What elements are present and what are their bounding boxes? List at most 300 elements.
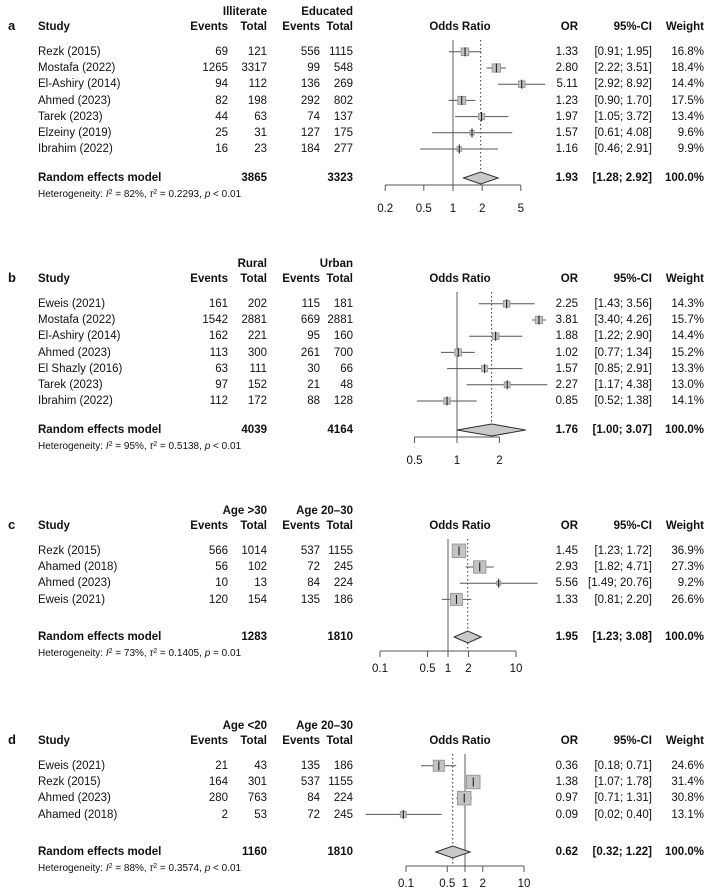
events-group2: 95 [307, 330, 320, 343]
events-group2: 72 [307, 808, 320, 821]
summary-or-value: 1.76 [555, 424, 578, 436]
axis-tick-label: 0.1 [372, 663, 388, 675]
ci-value: [1.17; 4.38] [594, 379, 652, 391]
events-group1: 113 [209, 346, 228, 359]
ci-value: [3.40; 4.26] [594, 314, 652, 327]
superscript-2: 2 [108, 440, 113, 448]
het-prefix: Heterogeneity: [38, 189, 106, 200]
study-name: Ibrahim (2022) [38, 395, 113, 408]
tau-squared-value: = 0.1405, [157, 648, 205, 659]
events-group1: 1265 [202, 62, 228, 75]
or-value: 1.02 [555, 346, 578, 359]
summary-weight-value: 100.0% [664, 172, 704, 184]
ci-value: [0.52; 1.38] [594, 395, 652, 408]
events-group1: 120 [208, 593, 228, 606]
plot-title: Odds Ratio [429, 273, 491, 285]
summary-label: Random effects model [38, 631, 162, 643]
events2-column-header: Events [282, 520, 320, 532]
events-group2: 72 [307, 561, 320, 574]
i-squared-value: = 82%, [112, 189, 150, 200]
tau-squared-symbol: τ [149, 648, 154, 659]
summary-ci-value: [1.00; 3.07] [592, 424, 652, 436]
i-squared-value: = 73%, [112, 648, 150, 659]
or-value: 2.93 [555, 561, 578, 574]
summary-label: Random effects model [38, 172, 162, 184]
total-group2: 224 [333, 577, 353, 590]
study-name: Eweis (2021) [38, 593, 106, 606]
total2-column-header: Total [326, 735, 353, 747]
events-group1: 162 [208, 330, 228, 343]
or-value: 0.09 [555, 808, 578, 821]
forest-plot [365, 6, 555, 221]
weight-value: 9.9% [677, 143, 704, 156]
events1-column-header: Events [190, 735, 228, 747]
weight-value: 13.1% [671, 808, 704, 821]
heterogeneity-text [38, 189, 241, 202]
tau-squared-symbol: τ [149, 441, 154, 452]
total-group2: 245 [333, 561, 353, 574]
events-group2: 556 [300, 46, 320, 58]
events-group1: 1542 [202, 314, 228, 327]
group2-header: Age 20–30 [296, 720, 353, 732]
p-value: = 0.01 [210, 648, 242, 659]
events1-column-header: Events [190, 273, 228, 285]
study-name: Tarek (2023) [38, 379, 103, 391]
or-value: 2.80 [555, 62, 578, 75]
axis-tick-label: 0.1 [398, 878, 414, 890]
i-squared-symbol: I [105, 441, 109, 452]
events-group1: 16 [215, 143, 228, 156]
ci-value: [1.23; 1.72] [594, 545, 652, 557]
events-group1: 97 [215, 379, 228, 391]
het-prefix: Heterogeneity: [38, 441, 106, 452]
total-group1: 111 [249, 362, 267, 375]
or-value: 2.25 [555, 298, 578, 310]
summary-or-value: 1.93 [555, 172, 578, 184]
summary-total-group2: 1810 [327, 631, 353, 643]
events2-column-header: Events [282, 735, 320, 747]
events-group2: 84 [307, 577, 320, 590]
total-group2: 700 [333, 346, 353, 359]
tau-squared-symbol: τ [149, 863, 154, 874]
group1-header: Rural [237, 258, 267, 270]
or-value: 5.56 [555, 577, 578, 590]
events2-column-header: Events [282, 273, 320, 285]
study-name: Rezk (2015) [38, 776, 101, 789]
total-group1: 53 [254, 808, 267, 821]
axis-tick-label: 0.5 [415, 203, 432, 215]
total-group1: 43 [254, 760, 267, 772]
i-squared-symbol: I [105, 189, 109, 200]
events-group2: 292 [300, 94, 320, 107]
total-group1: 102 [247, 561, 267, 574]
total-group2: 160 [333, 330, 353, 343]
or-value: 1.57 [555, 362, 578, 375]
axis-tick-label: 0.5 [439, 878, 456, 890]
ci-value: [0.61; 4.08] [594, 127, 652, 139]
or-column-header: OR [560, 520, 578, 532]
study-name: Ahamed (2018) [38, 808, 118, 821]
ci-value: [2.92; 8.92] [594, 78, 652, 91]
axis-tick-label: 10 [509, 663, 523, 675]
weight-value: 13.4% [671, 110, 704, 123]
events-group1: 280 [208, 792, 228, 805]
ci-value: [0.81; 2.20] [594, 593, 652, 606]
ci-value: [0.18; 0.71] [594, 760, 652, 772]
superscript-2: 2 [153, 862, 158, 870]
weight-value: 13.3% [671, 362, 704, 375]
weight-value: 26.6% [671, 593, 704, 606]
total-group1: 300 [247, 346, 267, 359]
weight-value: 18.4% [671, 62, 704, 75]
ci-value: [1.07; 1.78] [594, 776, 652, 789]
study-name: Mostafa (2022) [38, 314, 116, 327]
summary-ci-value: [1.23; 3.08] [592, 631, 652, 643]
total-group2: 277 [333, 143, 353, 156]
study-name: Ahmed (2023) [38, 792, 111, 805]
panel-d [0, 720, 727, 893]
p-value: < 0.01 [210, 863, 242, 874]
p-value: < 0.01 [210, 441, 242, 452]
superscript-2: 2 [153, 647, 158, 655]
ci-value: [0.90; 1.70] [594, 94, 652, 107]
summary-total-group2: 1810 [327, 846, 353, 858]
summary-ci-value: [1.28; 2.92] [592, 172, 652, 184]
or-value: 1.33 [555, 46, 578, 58]
study-name: El Shazly (2016) [38, 362, 123, 375]
axis-tick-label: 2 [479, 878, 486, 890]
events-group1: 161 [208, 298, 228, 310]
weight-column-header: Weight [665, 21, 704, 33]
axis-tick-label: 2 [465, 663, 472, 675]
i-squared-symbol: I [105, 648, 109, 659]
summary-total-group2: 4164 [327, 424, 353, 436]
events1-column-header: Events [190, 21, 228, 33]
total-group1: 152 [247, 379, 267, 391]
ci-column-header: 95%-CI [613, 21, 652, 33]
events-group2: 184 [300, 143, 320, 156]
total-group1: 1014 [241, 545, 267, 557]
summary-total-group1: 1160 [242, 846, 267, 858]
or-value: 0.97 [555, 792, 578, 805]
total-group1: 121 [247, 46, 267, 58]
weight-value: 36.9% [671, 545, 704, 557]
i-squared-value: = 88%, [112, 863, 150, 874]
total-group1: 23 [254, 143, 267, 156]
group2-header: Urban [319, 258, 353, 270]
events-group2: 99 [307, 62, 320, 75]
events-group2: 21 [307, 379, 320, 391]
events-group2: 261 [300, 346, 320, 359]
or-column-header: OR [560, 735, 578, 747]
study-name: Tarek (2023) [38, 110, 103, 123]
total-group1: 112 [248, 78, 267, 91]
events2-column-header: Events [282, 21, 320, 33]
weight-value: 17.5% [671, 94, 704, 107]
forest-plot [365, 720, 555, 893]
het-prefix: Heterogeneity: [38, 863, 106, 874]
summary-or-value: 1.95 [555, 631, 578, 643]
events-group2: 537 [300, 776, 320, 789]
total-group1: 31 [254, 127, 267, 139]
weight-column-header: Weight [665, 520, 704, 532]
total1-column-header: Total [240, 21, 267, 33]
study-name: Mostafa (2022) [38, 62, 116, 75]
het-prefix: Heterogeneity: [38, 648, 106, 659]
total-group1: 63 [254, 110, 267, 123]
ci-value: [1.22; 2.90] [594, 330, 652, 343]
total-group2: 137 [333, 110, 353, 123]
weight-value: 31.4% [671, 776, 704, 789]
axis-tick-label: 10 [517, 878, 531, 890]
events1-column-header: Events [190, 520, 228, 532]
group1-header: Illiterate [222, 6, 267, 18]
p-symbol: p [204, 648, 211, 659]
axis-tick-label: 1 [461, 878, 469, 890]
events-group2: 135 [300, 593, 320, 606]
weight-value: 14.4% [671, 330, 704, 343]
events-group2: 84 [307, 792, 320, 805]
total-group2: 548 [333, 62, 353, 75]
ci-value: [0.85; 2.91] [594, 362, 652, 375]
events-group2: 127 [300, 127, 320, 139]
or-value: 1.38 [555, 776, 578, 789]
study-name: Ahmed (2023) [38, 94, 111, 107]
ci-column-header: 95%-CI [613, 520, 652, 532]
or-value: 1.88 [555, 330, 578, 343]
events-group1: 82 [215, 94, 228, 107]
summary-diamond [454, 631, 481, 643]
or-column-header: OR [560, 273, 578, 285]
weight-value: 14.1% [671, 395, 704, 408]
events-group1: 25 [215, 127, 228, 139]
ci-value: [2.22; 3.51] [594, 62, 652, 75]
weight-value: 9.6% [677, 127, 704, 139]
study-name: Ahmed (2023) [38, 577, 111, 590]
summary-or-value: 0.62 [555, 846, 578, 858]
forest-plot [365, 505, 555, 681]
events-group1: 10 [215, 577, 228, 590]
plot-title: Odds Ratio [429, 735, 491, 747]
axis-tick-label: 1 [444, 663, 452, 675]
study-name: Ahmed (2023) [38, 346, 111, 359]
events-group1: 2 [221, 808, 228, 821]
total-group2: 245 [333, 808, 353, 821]
ci-column-header: 95%-CI [613, 735, 652, 747]
or-value: 1.45 [555, 545, 578, 557]
or-value: 3.81 [555, 314, 578, 327]
superscript-2: 2 [108, 188, 113, 196]
heterogeneity-text [38, 441, 241, 454]
total-group2: 1155 [328, 776, 353, 789]
weight-value: 13.0% [671, 379, 704, 391]
summary-ci-value: [0.32; 1.22] [592, 846, 652, 858]
study-name: Eweis (2021) [38, 298, 106, 310]
heterogeneity-text [38, 648, 241, 661]
axis-tick-label: 1 [453, 455, 461, 467]
weight-value: 9.2% [677, 577, 704, 590]
axis-tick-label: 0.5 [419, 663, 436, 675]
ci-value: [1.05; 3.72] [594, 110, 652, 123]
or-value: 1.23 [555, 94, 578, 107]
superscript-2: 2 [153, 188, 158, 196]
i-squared-value: = 95%, [112, 441, 150, 452]
events-group2: 537 [300, 545, 320, 557]
summary-total-group2: 3323 [327, 172, 353, 184]
events-group1: 69 [215, 46, 228, 58]
or-value: 2.27 [555, 379, 578, 391]
total-group2: 2881 [327, 314, 353, 327]
or-value: 1.33 [555, 593, 578, 606]
total-group1: 2881 [241, 314, 267, 327]
or-value: 5.11 [556, 78, 578, 91]
weight-column-header: Weight [665, 735, 704, 747]
summary-weight-value: 100.0% [664, 631, 704, 643]
total-group1: 13 [254, 577, 267, 590]
study-name: Ahamed (2018) [38, 561, 118, 574]
total1-column-header: Total [240, 735, 267, 747]
total-group2: 186 [333, 760, 353, 772]
study-name: Elzeiny (2019) [38, 127, 112, 139]
events-group2: 88 [307, 395, 320, 408]
total-group2: 224 [333, 792, 353, 805]
or-value: 1.57 [555, 127, 578, 139]
summary-label: Random effects model [38, 424, 162, 436]
group2-header: Age 20–30 [296, 505, 353, 517]
total-group2: 175 [333, 127, 353, 139]
tau-squared-value: = 0.3574, [157, 863, 205, 874]
summary-weight-value: 100.0% [664, 424, 704, 436]
summary-diamond [463, 172, 498, 184]
events-group1: 56 [215, 561, 228, 574]
p-value: < 0.01 [210, 189, 242, 200]
weight-value: 15.2% [671, 346, 704, 359]
forest-plot [365, 258, 555, 473]
panel-letter: c [8, 517, 16, 532]
heterogeneity-text [38, 863, 241, 876]
axis-tick-label: 0.5 [406, 455, 423, 467]
ci-value: [0.02; 0.40] [594, 808, 652, 821]
total1-column-header: Total [240, 520, 267, 532]
events-group1: 164 [208, 776, 228, 789]
total-group2: 66 [340, 362, 353, 375]
axis-tick-label: 0.2 [377, 203, 394, 215]
plot-title: Odds Ratio [429, 21, 491, 33]
superscript-2: 2 [153, 440, 158, 448]
study-name: Eweis (2021) [38, 760, 106, 772]
events-group2: 135 [300, 760, 320, 772]
total-group2: 186 [333, 593, 353, 606]
panel-letter: a [8, 18, 16, 33]
summary-label: Random effects model [38, 846, 162, 858]
summary-diamond [457, 424, 526, 436]
weight-value: 14.4% [671, 78, 704, 91]
study-column-header: Study [38, 735, 70, 747]
events-group2: 74 [307, 110, 320, 123]
total-group1: 202 [247, 298, 267, 310]
ci-column-header: 95%-CI [613, 273, 652, 285]
p-symbol: p [204, 441, 211, 452]
total-group2: 1115 [329, 46, 353, 58]
events-group1: 112 [209, 395, 228, 408]
total-group1: 3317 [241, 62, 267, 75]
axis-tick-label: 2 [478, 203, 486, 215]
study-name: El-Ashiry (2014) [38, 330, 121, 343]
total-group1: 763 [247, 792, 267, 805]
ci-value: [0.91; 1.95] [594, 46, 652, 58]
plot-title: Odds Ratio [429, 520, 491, 532]
tau-squared-value: = 0.5138, [157, 441, 205, 452]
group2-header: Educated [301, 6, 353, 18]
group1-header: Age <20 [222, 720, 267, 732]
total-group2: 48 [340, 379, 353, 391]
axis-tick-label: 2 [496, 455, 503, 467]
p-symbol: p [204, 189, 211, 200]
ci-value: [0.77; 1.34] [594, 346, 652, 359]
weight-value: 27.3% [671, 561, 704, 574]
ci-value: [0.46; 2.91] [594, 143, 652, 156]
tau-squared-symbol: τ [149, 189, 154, 200]
summary-total-group1: 1283 [241, 631, 267, 643]
events-group1: 63 [215, 362, 228, 375]
summary-weight-value: 100.0% [664, 846, 704, 858]
panel-letter: b [8, 270, 16, 285]
group1-header: Age >30 [222, 505, 267, 517]
total-group1: 172 [247, 395, 267, 408]
or-value: 0.85 [555, 395, 578, 408]
events-group2: 136 [300, 78, 320, 91]
events-group2: 115 [301, 298, 320, 310]
ci-value: [0.71; 1.31] [594, 792, 652, 805]
study-name: Rezk (2015) [38, 46, 101, 58]
tau-squared-value: = 0.2293, [157, 189, 205, 200]
superscript-2: 2 [108, 647, 113, 655]
total-group2: 802 [333, 94, 353, 107]
panel-a [0, 6, 727, 221]
p-symbol: p [204, 863, 211, 874]
weight-column-header: Weight [665, 273, 704, 285]
panel-c [0, 505, 727, 681]
total-group2: 269 [333, 78, 353, 91]
total-group2: 181 [333, 298, 353, 310]
study-column-header: Study [38, 21, 70, 33]
axis-tick-label: 1 [449, 203, 457, 215]
weight-value: 14.3% [671, 298, 704, 310]
summary-total-group1: 3865 [241, 172, 267, 184]
ci-value: [1.82; 4.71] [594, 561, 652, 574]
total-group2: 1155 [328, 545, 353, 557]
study-column-header: Study [38, 273, 70, 285]
total1-column-header: Total [240, 273, 267, 285]
total-group1: 198 [247, 94, 267, 107]
total-group1: 301 [247, 776, 267, 789]
or-value: 1.16 [555, 143, 578, 156]
weight-value: 30.8% [671, 792, 704, 805]
events-group2: 30 [307, 362, 320, 375]
total2-column-header: Total [326, 273, 353, 285]
summary-total-group1: 4039 [241, 424, 267, 436]
study-name: Ibrahim (2022) [38, 143, 113, 156]
study-name: Rezk (2015) [38, 545, 101, 557]
axis-tick-label: 5 [517, 203, 525, 215]
events-group1: 566 [208, 545, 228, 557]
total-group1: 221 [247, 330, 267, 343]
total2-column-header: Total [326, 21, 353, 33]
or-column-header: OR [560, 21, 578, 33]
weight-value: 24.6% [671, 760, 704, 772]
weight-value: 16.8% [671, 46, 704, 58]
events-group2: 669 [300, 314, 320, 327]
